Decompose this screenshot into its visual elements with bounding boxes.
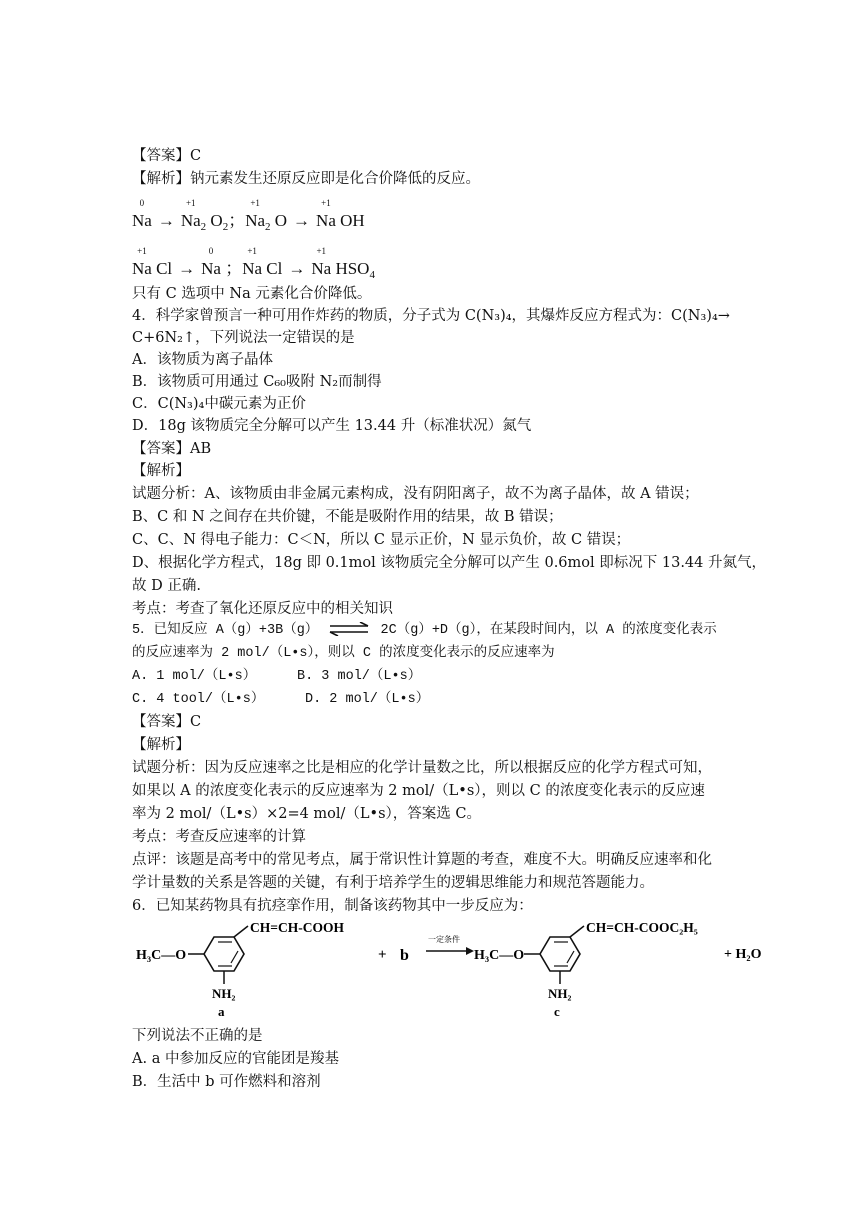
q5-answer: 【答案】C [132, 714, 202, 730]
q5-stem-part2: 2C（g）+D（g），在某段时间内，以 A 的浓度变化表示 [380, 623, 717, 638]
q3-formula-1: 0 Na → +1 $Na_2$ $O_2$； +1 $Na_2$ O → +1 Na OH [132, 198, 365, 233]
q5-stem-line2: 的反应速率为 2 mol/（L•s），则以 C 的浓度变化表示的反应速率为 [132, 646, 555, 661]
c-label: c [554, 1004, 560, 1019]
a-side-chain: CH=CH-COOH [250, 920, 344, 935]
reaction-condition: 一定条件 [428, 935, 460, 944]
q4-analysis-line: D、根据化学方程式，18g 即 0.1mol 该物质完全分解可以产生 0.6mol 即标况下 13.44 升氮气， [132, 555, 766, 571]
q5-analysis-line: 率为 2 mol/（L•s）×2=4 mol/（L•s），答案选 C。 [132, 806, 482, 822]
water-product: + H₂O [724, 947, 762, 962]
q5-stem-part1: 5．已知反应 A（g）+3B（g） [132, 623, 319, 638]
q4-stem-line1: 4．科学家曾预言一种可用作炸药的物质，分子式为 C(N₃)₄，其爆炸反应方程式为：C(N₃)₄→ [132, 308, 730, 324]
q6-option-b: B．生活中 b 可作燃料和溶剂 [132, 1074, 321, 1090]
q3-formula-2: +1 Na Cl → 0 Na ； +1 Na Cl → +1 Na $HSO_4$ [132, 246, 375, 281]
q4-analysis-label: 【解析】 [132, 463, 190, 479]
q5-comment-line: 点评：该题是高考中的常见考点，属于常识性计算题的考查，难度不大。明确反应速率和化 [132, 852, 712, 868]
q4-point: 考点：考查了氧化还原反应中的相关知识 [132, 601, 393, 617]
plus-sign: + [378, 947, 387, 963]
q6-prompt: 下列说法不正确的是 [132, 1028, 263, 1044]
c-substituent: H₃C—O [474, 948, 525, 963]
q5-analysis-line: 如果以 A 的浓度变化表示的反应速率为 2 mol/（L•s），则以 C 的浓度变化表示的反应速 [132, 783, 705, 799]
a-label: a [218, 1004, 225, 1019]
q4-option-d: D．18g 该物质完全分解可以产生 13.44 升（标准状况）氮气 [132, 418, 532, 434]
reaction-scheme [132, 918, 772, 1022]
q4-analysis-line: C、C、N 得电子能力：C＜N，所以 C 显示正价，N 显示负价，故 C 错误； [132, 532, 631, 548]
a-amine: NH₂ [212, 986, 236, 1001]
q5-option-b: B. 3 mol/（L•s） [297, 669, 422, 684]
q6-option-a: A. a 中参加反应的官能团是羧基 [132, 1051, 339, 1067]
q6-stem: 6．已知某药物具有抗痉挛作用，制备该药物其中一步反应为： [132, 898, 533, 914]
equilibrium-arrow-icon [328, 622, 370, 636]
q5-option-c: C. 4 tool/（L•s） [132, 692, 265, 707]
q5-point: 考点：考查反应速率的计算 [132, 829, 306, 845]
q5-comment-line: 学计量数的关系是答题的关键，有利于培养学生的逻辑思维能力和规范答题能力。 [132, 875, 654, 891]
q3-answer: 【答案】C [132, 148, 202, 164]
q5-analysis-line: 试题分析：因为反应速率之比是相应的化学计量数之比，所以根据反应的化学方程式可知， [132, 760, 712, 776]
q5-option-a: A. 1 mol/（L•s） [132, 669, 257, 684]
q3-conclusion: 只有 C 选项中 Na 元素化合价降低。 [132, 286, 372, 302]
q4-option-a: A．该物质为离子晶体 [132, 352, 273, 368]
reagent-b: b [400, 947, 409, 964]
q4-option-c: C．C(N₃)₄中碳元素为正价 [132, 396, 306, 412]
c-amine: NH₂ [548, 986, 572, 1001]
q5-option-d: D. 2 mol/（L•s） [305, 692, 430, 707]
c-side-chain: CH=CH-COOC₂H₅ [586, 920, 698, 935]
q4-analysis-line: 故 D 正确. [132, 578, 201, 594]
a-substituent: H₃C—O [136, 948, 187, 963]
q3-analysis: 【解析】钠元素发生还原反应即是化合价降低的反应。 [132, 171, 480, 187]
q4-analysis-line: 试题分析：A、该物质由非金属元素构成，没有阴阳离子，故不为离子晶体，故 A 错误； [132, 486, 699, 502]
q5-analysis-label: 【解析】 [132, 737, 190, 753]
q4-option-b: B．该物质可用通过 C₆₀吸附 N₂而制得 [132, 374, 382, 390]
q4-answer: 【答案】AB [132, 441, 212, 457]
q4-stem-line2: C+6N₂↑，下列说法一定错误的是 [132, 330, 355, 346]
q5-stem-line1 [132, 620, 717, 642]
q4-analysis-line: B、C 和 N 之间存在共价键，不能是吸附作用的结果，故 B 错误； [132, 509, 563, 525]
